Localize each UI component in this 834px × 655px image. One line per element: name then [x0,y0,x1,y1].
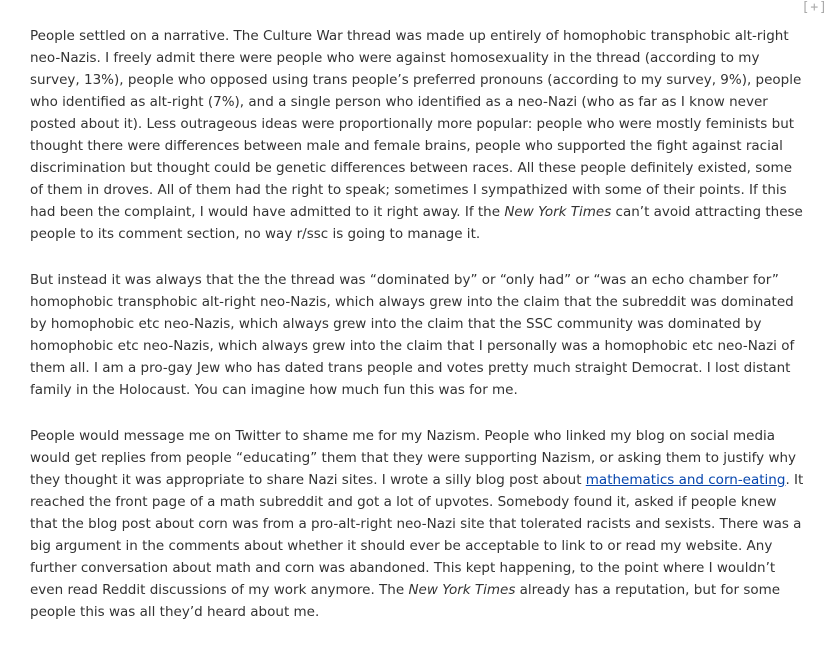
paragraph-text: . It reached the front page of a math subreddit and got a lot of upvotes. Somebody found it, asked if people knew that the blog post about corn was from a pro-alt-right neo-Nazi site that tolerated racists and sexists. There was a big argument in the comments about whether it should ever be acceptable to link to or read my website. Any further conversation about math and corn was abandoned. This kept happening, to the point where I wouldn’t even read Reddit discussions of my work anymore. The [30,472,804,598]
link-mathematics-corn-eating[interactable]: mathematics and corn-eating [585,472,786,488]
emphasis-nyt: New York Times [408,582,516,598]
paragraph-1 [30,25,806,245]
post-body [30,25,806,647]
paragraph-3 [30,425,806,623]
paragraph-text: can’t avoid attracting these people to its comment section, no way r/ssc is going to manage it. [30,204,803,242]
paragraph-text: But instead it was always that the the thread was “dominated by” or “only had” or “was an echo chamber for” homophobic transphobic alt-right neo-Nazis, which always grew into the claim that the subreddit was dominated by homophobic etc neo-Nazis, which always grew into the claim that the SSC community was dominated by homophobic etc neo-Nazis, which always grew into the claim that I personally was a homophobic etc neo-Nazi of them all. I am a pro-gay Jew who has dated trans people and votes pretty much straight Democrat. I lost distant family in the Holocaust. You can imagine how much fun this was for me. [30,272,795,398]
paragraph-2 [30,269,806,401]
expand-toggle[interactable]: [+] [801,0,828,15]
paragraph-text: People settled on a narrative. The Culture War thread was made up entirely of homophobic transphobic alt-right neo-Nazis. I freely admit there were people who were against homosexuality in the thread (according to my survey, 13%), people who opposed using trans people’s preferred pronouns (according to my survey, 9%), people who identified as alt-right (7%), and a single person who identified as a neo-Nazi (who as far as I know never posted about it). Less outrageous ideas were proportionally more popular: people who were mostly feminists but thought there were differences between male and female brains, people who supported the fight against racial discrimination but thought could be genetic differences between races. All these people definitely existed, some of them in droves. All of them had the right to speak; sometimes I sympathized with some of their points. If this had been the complaint, I would have admitted to it right away. If the [30,28,802,220]
emphasis-nyt: New York Times [504,204,612,220]
paragraph-text: People would message me on Twitter to shame me for my Nazism. People who linked my blog on social media would get replies from people “educating” them that they were supporting Nazism, or asking them to justify why they thought it was appropriate to share Nazi sites. I wrote a silly blog post about [30,428,797,488]
paragraph-text: already has a reputation, but for some people this was all they’d heard about me. [30,582,781,620]
